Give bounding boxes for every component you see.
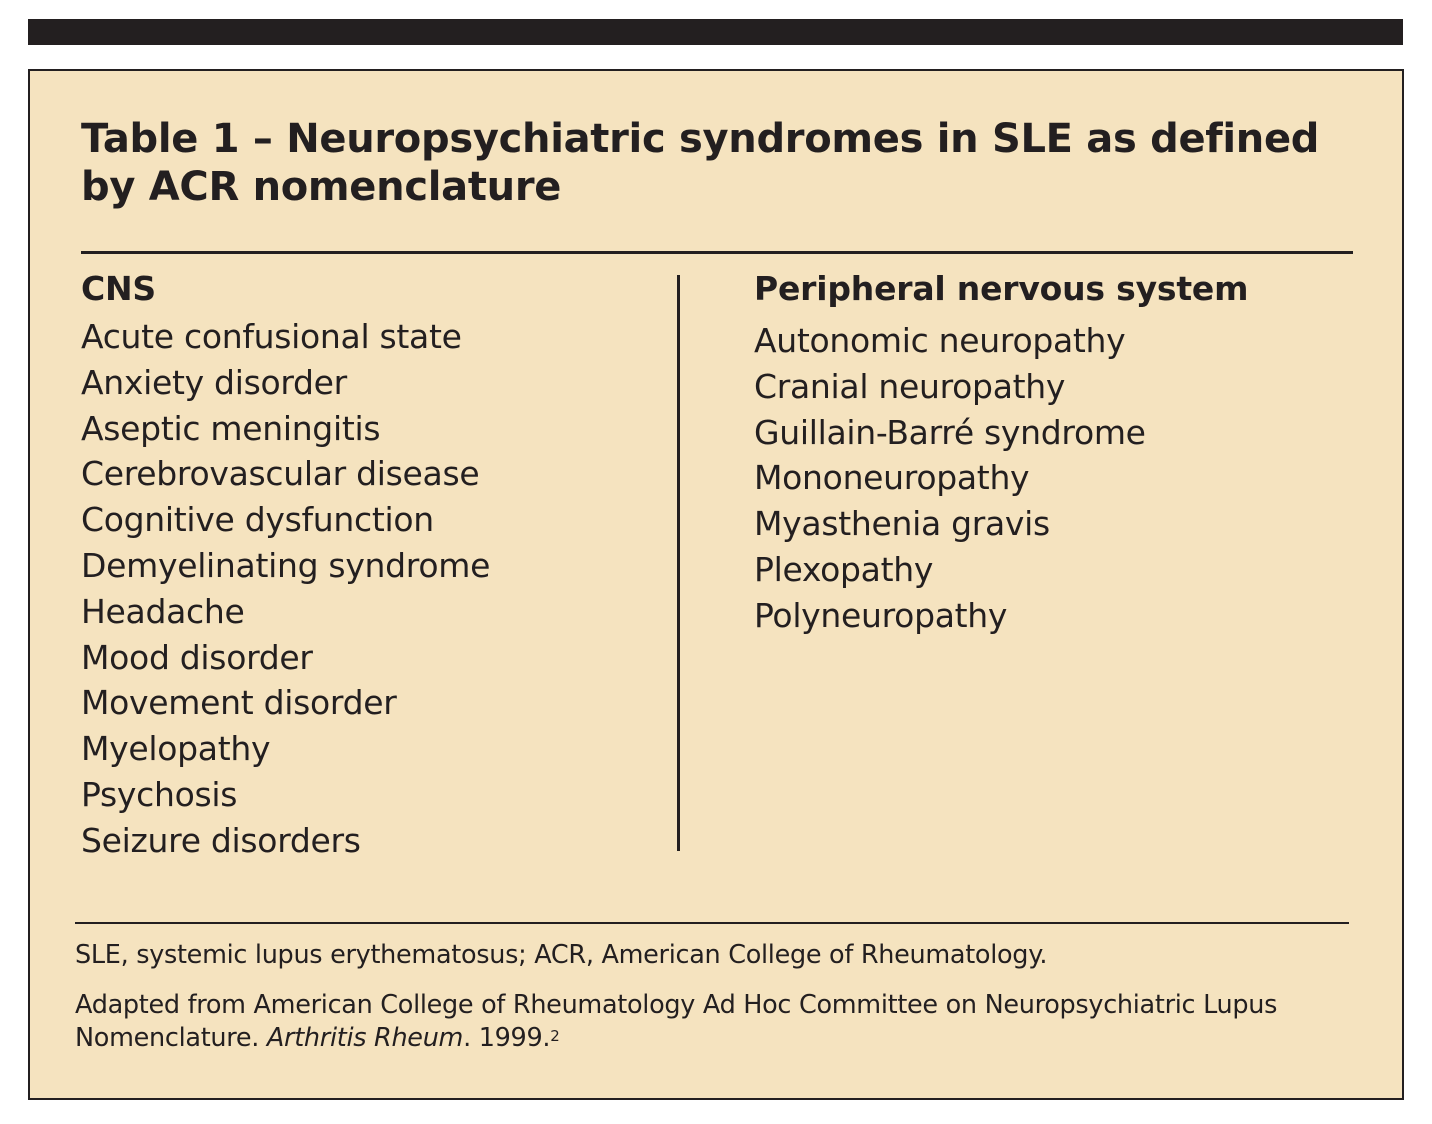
source-year: . 1999. <box>463 1023 551 1053</box>
source-text: Adapted from American College of Rheumatology Ad Hoc Committee on Neuropsychiatric Lupus Nomenclature. <box>75 990 1278 1053</box>
cns-list <box>81 314 661 864</box>
list-item: Movement disorder <box>81 683 397 723</box>
cns-header: CNS <box>81 269 157 308</box>
list-item: Demyelinating syndrome <box>81 545 491 585</box>
reference-number: 2 <box>550 1027 560 1045</box>
header-bar <box>28 19 1403 45</box>
list-item: Cognitive dysfunction <box>81 500 434 540</box>
journal-name: Arthritis Rheum <box>266 1023 464 1053</box>
list-item: Mood disorder <box>81 637 313 677</box>
list-item: Myasthenia gravis <box>754 504 1050 544</box>
list-item: Cranial neuropathy <box>754 366 1066 406</box>
list-item: Acute confusional state <box>81 317 462 356</box>
list-item: Polyneuropathy <box>754 595 1008 635</box>
list-item: Guillain-Barré syndrome <box>754 412 1146 452</box>
list-item: Plexopathy <box>754 549 934 589</box>
pns-list <box>754 318 1354 639</box>
list-item: Headache <box>81 591 245 631</box>
source-footnote <box>75 989 1355 1055</box>
list-item: Cerebrovascular disease <box>81 454 480 494</box>
list-item: Myelopathy <box>81 729 271 769</box>
pns-header: Peripheral nervous system <box>754 269 1249 308</box>
list-item: Mononeuropathy <box>754 458 1030 498</box>
list-item: Psychosis <box>81 774 238 814</box>
title-rule <box>81 251 1353 254</box>
pns-column <box>754 267 1354 639</box>
table-title: Table 1 – Neuropsychiatric syndromes in SLE as defined by ACR nomenclature <box>81 116 1320 210</box>
cns-column <box>81 267 661 864</box>
list-item: Autonomic neuropathy <box>754 321 1126 360</box>
list-item: Anxiety disorder <box>81 362 347 402</box>
list-item: Seizure disorders <box>81 820 361 860</box>
abbreviations-footnote: SLE, systemic lupus erythematosus; ACR, American College of Rheumatology. <box>75 940 1048 970</box>
footnote-rule <box>75 922 1349 924</box>
column-divider <box>677 275 680 851</box>
list-item: Aseptic meningitis <box>81 408 381 448</box>
table-panel <box>28 69 1404 1100</box>
